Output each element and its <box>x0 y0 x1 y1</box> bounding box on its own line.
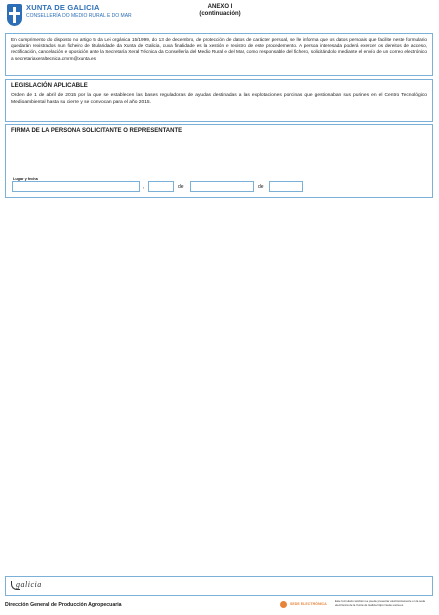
electronic-seal-label[interactable]: SEDE ELECTRÓNICA <box>290 602 327 606</box>
place-input[interactable] <box>12 181 140 192</box>
day-input[interactable] <box>148 181 174 192</box>
place-date-label: Lugar y fecha <box>13 177 38 181</box>
directorate-name: Dirección General de Producción Agropecuaria <box>5 602 122 608</box>
year-input[interactable] <box>269 181 303 192</box>
brand-subtitle: CONSELLERÍA DO MEDIO RURAL E DO MAR <box>26 13 132 19</box>
galicia-logo: galicia <box>16 580 42 589</box>
annex-title: ANEXO I <box>207 4 233 10</box>
footer-bar <box>5 598 433 612</box>
privacy-notice-box <box>5 33 433 76</box>
annex-heading <box>185 4 255 18</box>
legislation-text: Orden de 1 de abril de 2015 por la que se establecen las bases reguladoras de ayudas destinadas a las explotaciones porcinas que gestionaban sus purines en el Centro Tecnológico Medioambiental hasta su cierre y se convocan para el año 2015. <box>11 93 427 105</box>
document-header <box>5 2 435 36</box>
legislation-box <box>5 79 433 122</box>
comma-separator: , <box>143 184 145 190</box>
signature-box <box>5 124 433 198</box>
de-separator-1: de <box>178 184 184 190</box>
legislation-title: LEGISLACIÓN APLICABLE <box>11 83 88 89</box>
footer-logo-box <box>5 576 433 596</box>
electronic-seal-note: Este formulario también se puede presentar electrónicamente en la sede electrónica de la Xunta de Galicia https://sede.xunta.es <box>335 599 426 607</box>
electronic-seal-icon <box>280 601 287 608</box>
month-input[interactable] <box>190 181 254 192</box>
privacy-notice-text: En cumprimento do disposto no artigo 5 da Lei orgánica 15/1999, do 13 de decembro, de protección de datos de carácter persoal, se lle informa que os datos persoais que facilite neste formulario quedarán rexistrados nun ficheiro de titularidade da Xunta de Galicia, cuxa finalidade es la xestión e rexistro de este procedemento. A persoa interesada poderá exercer os dereitos de acceso, rectificación, cancelación e oposición ante la Secretaría Xeral Técnica da Consellería del Medio Rural e del Mar, como responsable del fichero, solicitándolo mediante el envío de un correo electrónico a secretariaxeraltecnica.cmrm@xunta.es <box>11 37 427 61</box>
brand-name: XUNTA DE GALICIA <box>26 3 100 12</box>
de-separator-2: de <box>258 184 264 190</box>
xunta-shield-icon <box>7 4 22 26</box>
signature-title: FIRMA DE LA PERSONA SOLICITANTE O REPRESENTANTE <box>11 128 183 134</box>
annex-subtitle: (continuación) <box>199 11 241 17</box>
